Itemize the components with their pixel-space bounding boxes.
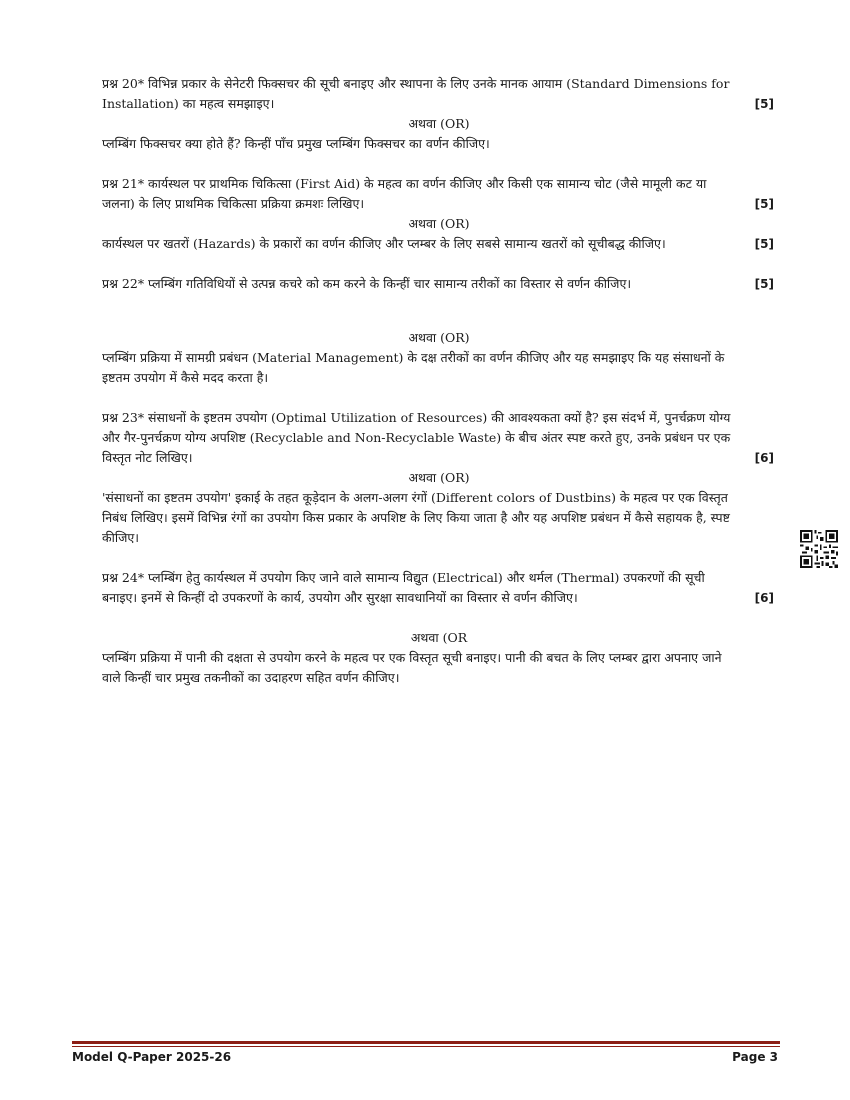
q20-marks: [5] <box>754 97 774 111</box>
question-content <box>102 74 776 688</box>
q22-marks: [5] <box>754 277 774 291</box>
q20-alt: प्लम्बिंग फिक्सचर क्या होते हैं? किन्हीं पाँच प्रमुख प्लम्बिंग फिक्सचर का वर्णन कीजिए। <box>102 136 490 151</box>
q20-or: अथवा (OR) <box>408 116 470 131</box>
q23-marks: [6] <box>754 451 774 465</box>
q23-or: अथवा (OR) <box>408 470 470 485</box>
q20-main: प्रश्न 20* विभिन्न प्रकार के सेनेटरी फिक्सचर की सूची बनाइए और स्थापना के लिए उनके मानक आयाम (Standard Dimensions for Installation) का महत्व समझाइए। <box>102 76 730 111</box>
q21-text <box>102 174 776 214</box>
q21-marks: [5] <box>754 197 774 211</box>
q22-main: प्रश्न 22* प्लम्बिंग गतिविधियों से उत्पन्न कचरे को कम करने के किन्हीं चार सामान्य तरीकों का विस्तार से वर्णन कीजिए। <box>102 276 632 291</box>
q23-text <box>102 408 776 468</box>
q20-text <box>102 74 776 114</box>
q24-or: अथवा (OR <box>410 630 468 645</box>
footer-page-number: Page 3 <box>732 1050 778 1064</box>
q21-alt-marks: [5] <box>754 237 774 251</box>
q21-or: अथवा (OR) <box>408 216 470 231</box>
q21-main: प्रश्न 21* कार्यस्थल पर प्राथमिक चिकित्सा (First Aid) के महत्व का वर्णन कीजिए और किसी एक सामान्य चोट (जैसे मामूली कट या जलना) के लिए प्राथमिक चिकित्सा प्रक्रिया क्रमशः लिखिए। <box>102 176 707 211</box>
q21-alt <box>102 234 776 254</box>
q23-main: प्रश्न 23* संसाधनों के इष्टतम उपयोग (Optimal Utilization of Resources) की आवश्यकता क्यों है? इस संदर्भ में, पुनर्चक्रण योग्य और गैर-पुनर्चक्रण योग्य अपशिष्ट (Recyclable and Non-Recyclable Waste) के बीच अंतर स्पष्ट करते हुए, उनके प्रबंधन पर एक विस्तृत नोट लिखिए। <box>102 410 731 465</box>
q22-alt: प्लम्बिंग प्रक्रिया में सामग्री प्रबंधन (Material Management) के दक्ष तरीकों का वर्णन कीजिए और यह समझाइए कि यह संसाधनों के इष्टतम उपयोग में कैसे मदद करता है। <box>102 350 725 385</box>
footer-rule-thin <box>72 1046 780 1047</box>
footer-paper-title: Model Q-Paper 2025-26 <box>72 1050 232 1064</box>
q22-or: अथवा (OR) <box>408 330 470 345</box>
qr-code-icon <box>800 530 838 568</box>
q24-marks: [6] <box>754 591 774 605</box>
q22-text <box>102 274 776 294</box>
q24-text <box>102 568 776 608</box>
q24-alt: प्लम्बिंग प्रक्रिया में पानी की दक्षता से उपयोग करने के महत्व पर एक विस्तृत सूची बनाइए। पानी की बचत के लिए प्लम्बर द्वारा अपनाए जाने वाले किन्हीं चार प्रमुख तकनीकों का उदाहरण सहित वर्णन कीजिए। <box>102 650 722 685</box>
q23-alt: 'संसाधनों का इष्टतम उपयोग' इकाई के तहत कूड़ेदान के अलग-अलग रंगों (Different colors of Dustbins) के महत्व पर एक विस्तृत निबंध लिखिए। इसमें विभिन्न रंगों का उपयोग किस प्रकार के अपशिष्ट के लिए किया जाता है और यह अपशिष्ट प्रबंधन में कैसे सहायक है, स्पष्ट कीजिए। <box>102 490 730 545</box>
q21-alt-text: कार्यस्थल पर खतरों (Hazards) के प्रकारों का वर्णन कीजिए और प्लम्बर के लिए सबसे सामान्य खतरों को सूचीबद्ध कीजिए। <box>102 236 666 251</box>
footer-rule <box>72 1041 780 1044</box>
q24-main: प्रश्न 24* प्लम्बिंग हेतु कार्यस्थल में उपयोग किए जाने वाले सामान्य विद्युत (Electrical) और थर्मल (Thermal) उपकरणों की सूची बनाइए। इनमें से किन्हीं दो उपकरणों के कार्य, उपयोग और सुरक्षा सावधानियों का विस्तार से वर्णन कीजिए। <box>102 570 705 605</box>
